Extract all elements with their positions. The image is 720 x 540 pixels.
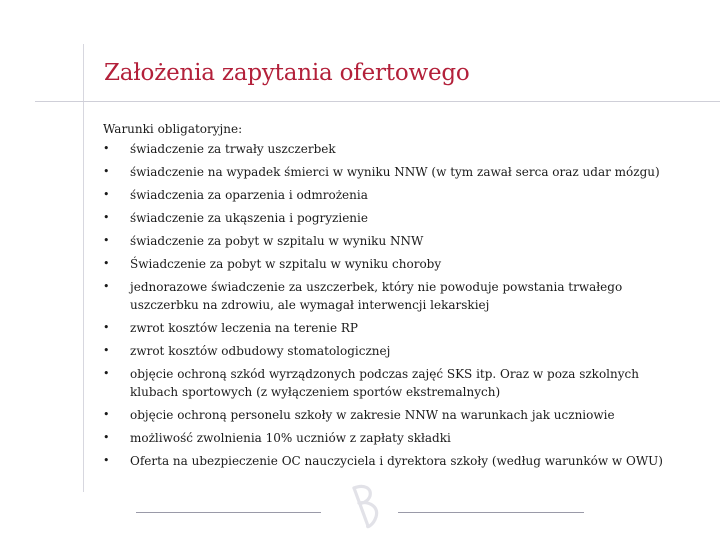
list-item: • świadczenie na wypadek śmierci w wyniku NNW (w tym zawał serca oraz udar mózgu) <box>103 163 683 181</box>
slide-title: Założenia zapytania ofertowego <box>104 60 470 86</box>
list-item: • świadczenie za ukąszenia i pogryzienie <box>103 209 683 227</box>
subheading: Warunki obligatoryjne: <box>103 122 243 136</box>
slide-content <box>103 120 683 475</box>
bullet-list <box>103 140 683 470</box>
footer-rule-right <box>398 512 584 513</box>
b-monogram-icon <box>342 482 384 532</box>
vertical-rule <box>83 44 84 492</box>
list-item: • objęcie ochroną szkód wyrządzonych podczas zajęć SKS itp. Oraz w poza szkolnych klubach sportowych (z wyłączeniem sportów ekstremalnych) <box>103 365 683 401</box>
list-item: • zwrot kosztów leczenia na terenie RP <box>103 319 683 337</box>
list-item: • świadczenia za oparzenia i odmrożenia <box>103 186 683 204</box>
list-item: • możliwość zwolnienia 10% uczniów z zapłaty składki <box>103 429 683 447</box>
list-item: • jednorazowe świadczenie za uszczerbek, który nie powoduje powstania trwałego uszczerbku na zdrowiu, ale wymagał interwencji lekarskiej <box>103 278 683 314</box>
list-item: • objęcie ochroną personelu szkoły w zakresie NNW na warunkach jak uczniowie <box>103 406 683 424</box>
title-rule <box>35 101 720 102</box>
list-item: • świadczenie za trwały uszczerbek <box>103 140 683 158</box>
list-item: • Świadczenie za pobyt w szpitalu w wyniku choroby <box>103 255 683 273</box>
footer-rule-left <box>136 512 321 513</box>
list-item: • zwrot kosztów odbudowy stomatologicznej <box>103 342 683 360</box>
list-item: • świadczenie za pobyt w szpitalu w wyniku NNW <box>103 232 683 250</box>
list-item: • Oferta na ubezpieczenie OC nauczyciela i dyrektora szkoły (według warunków w OWU) <box>103 452 683 470</box>
